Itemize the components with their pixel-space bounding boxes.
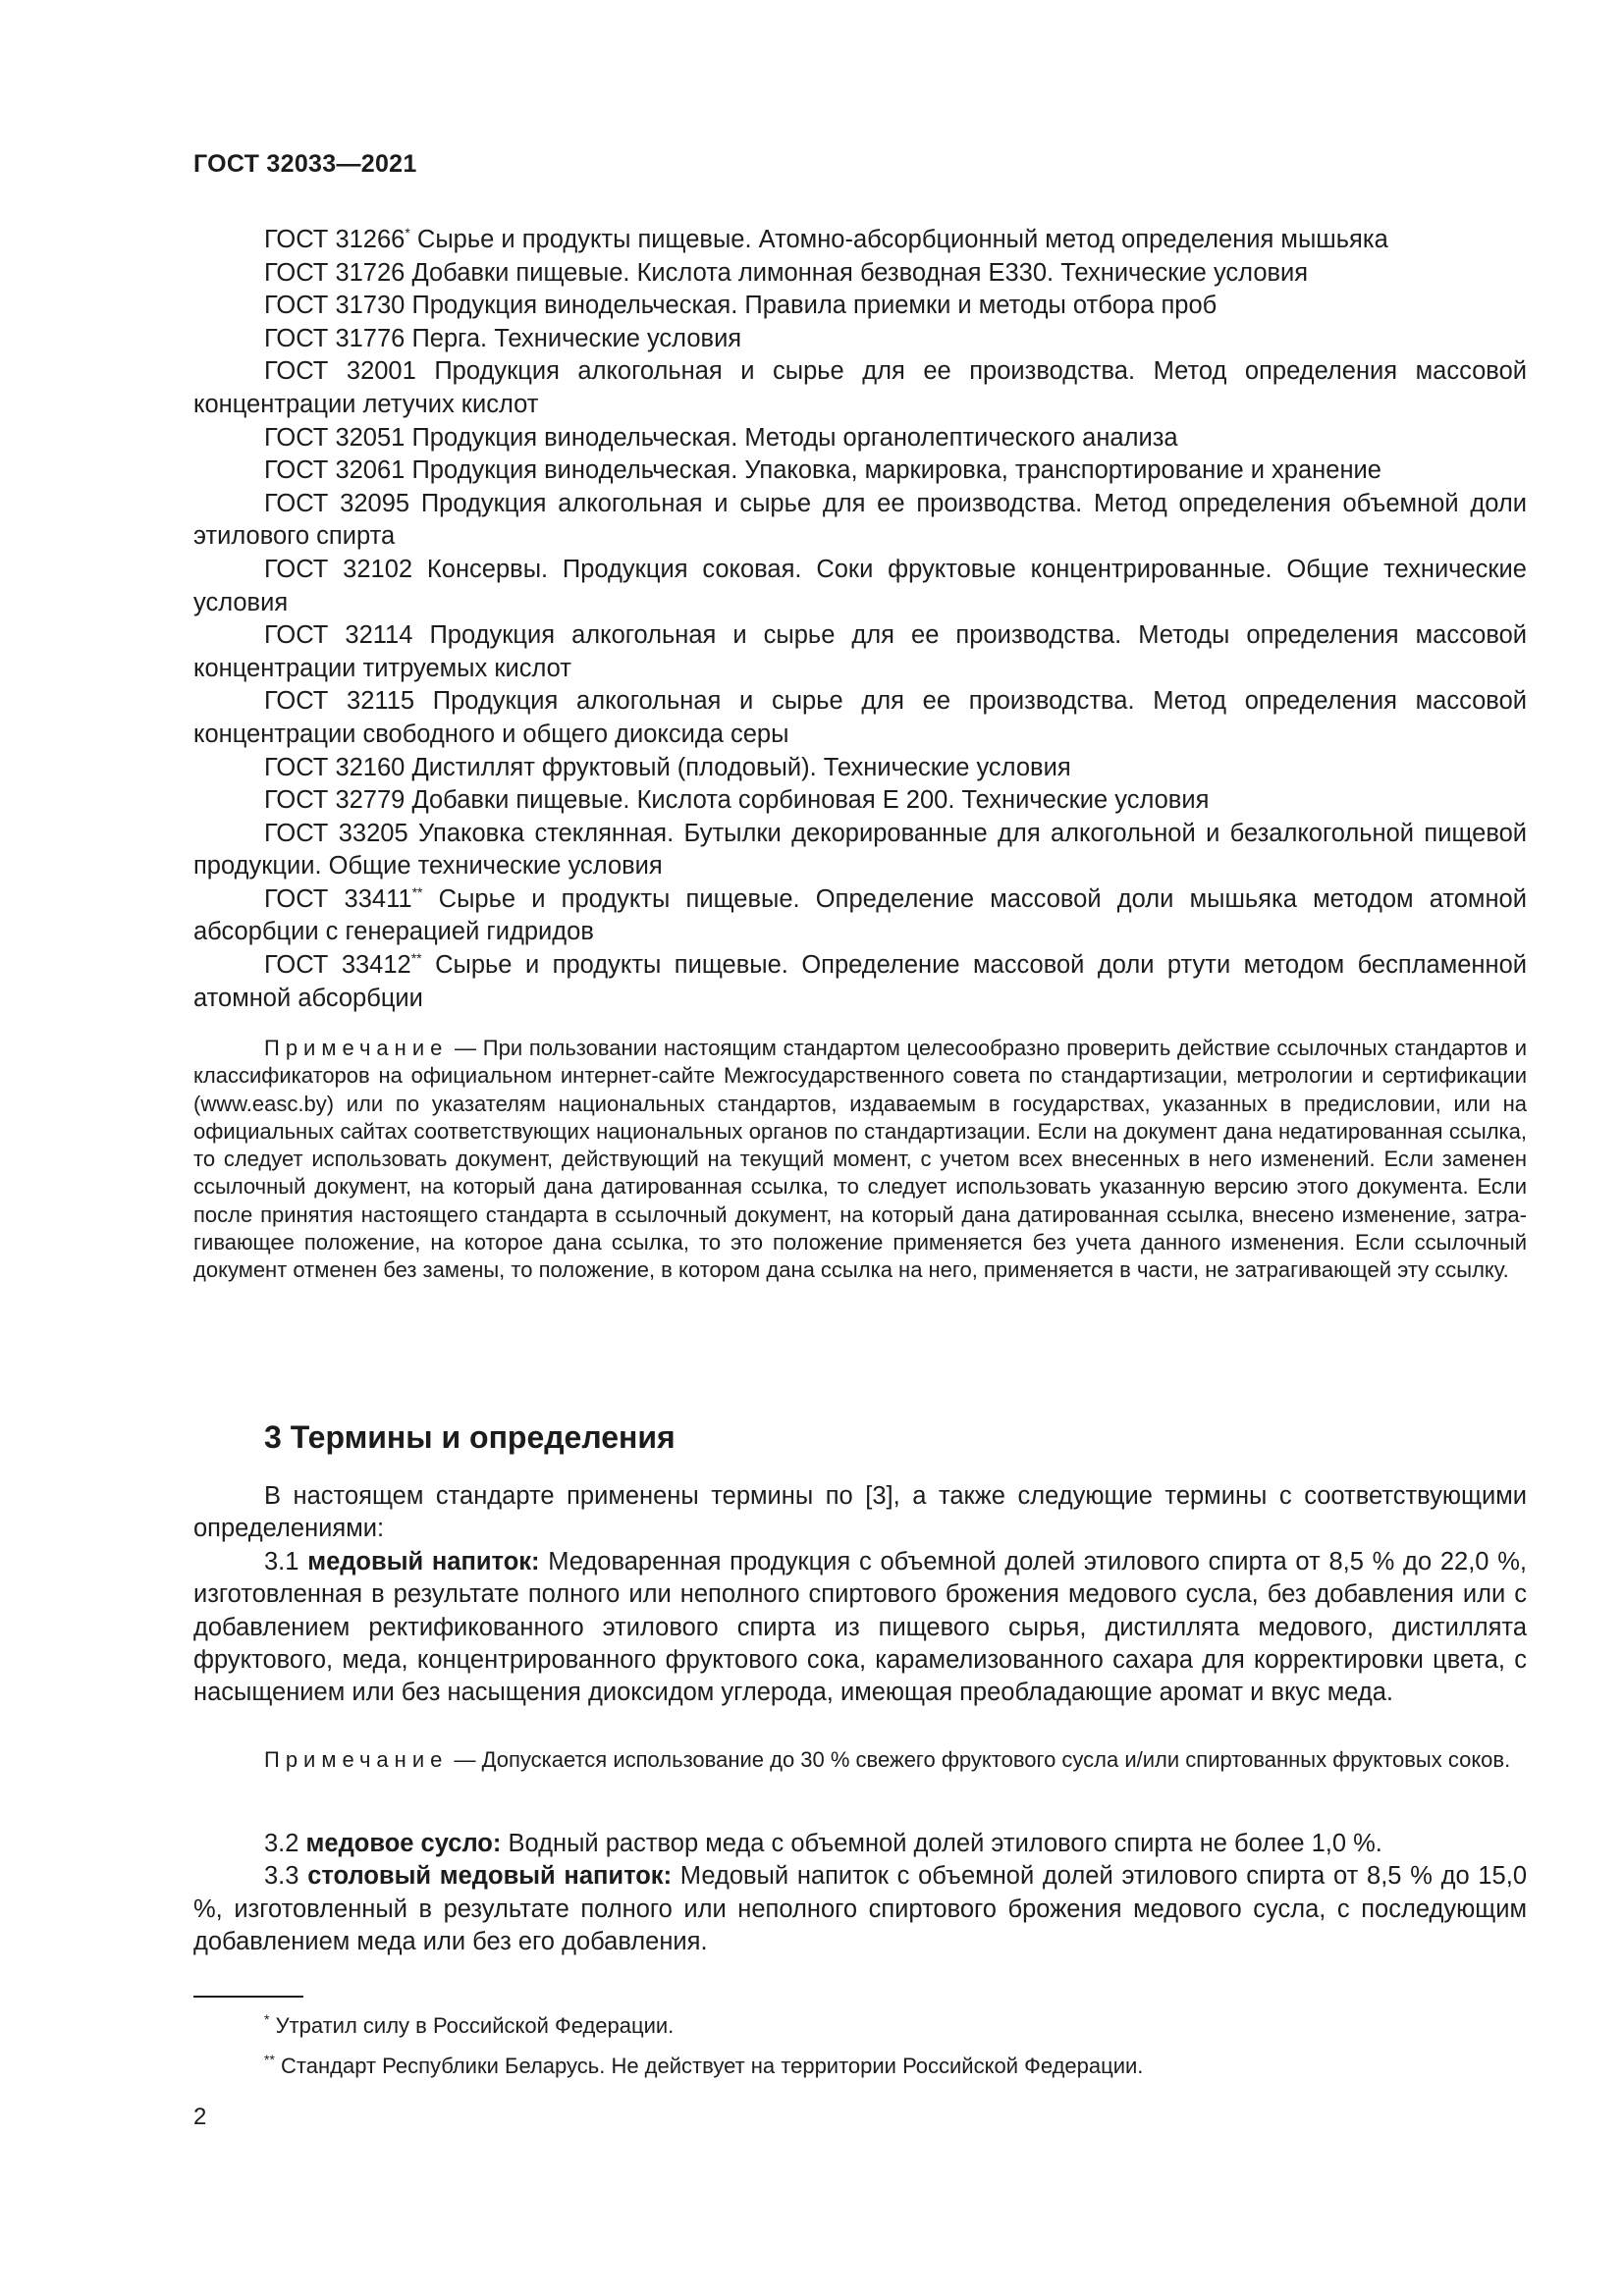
term-3-3: 3.3 столовый медовый напиток: Медовый напиток с объемной долей этилового спирта от 8,5 % до 15,0 %, изготовленный в результате полного или неполного спиртового брожения медового сусла, с последующим добавлением меда или без его добавления. xyxy=(193,1862,1528,1956)
note-text: — При пользовании настоящим стандартом целесообразно проверить действие ссылочных стандартов и классификаторов на официальном интернет-сайте Межгосударственного совета по стандартизации, метрологии и сертификации (www.easc.by) или по указателям национальных стандартов, издаваемым в государствах, указанных в предисловии, или на официальных сайтах соответствующих национальных органов по стандартизации. Если на документ дана недатированная ссылка, то следует использовать документ, действующий на текущий момент, с учетом всех внесенных в него изменений. Если заменен ссылочный документ, на который дана датированная ссылка, то следует использовать указанную версию этого документа. Если после принятия настоящего стандарта в ссылочный документ, на который дана датированная ссылка, внесено изменение, затрагивающее положение, на которое дана ссылка, то это положение применяется без учета данного изменения. Если ссылочный документ отменен без замены, то положение, в котором дана ссылка на него, применяется в части, не затрагивающей эту ссылку. xyxy=(193,1036,1527,1283)
term-3-2: 3.2 медовое сусло: Водный раствор меда с объемной долей этилового спирта не более 1,0 %. xyxy=(264,1830,1382,1857)
reference-item: ГОСТ 33205 Упаковка стеклянная. Бутылки декорированные для алкогольной и безалкогольной пищевой продукции. Общие технические условия xyxy=(193,819,1528,881)
footnote: * Утратил силу в Российской Федерации. xyxy=(264,2011,675,2038)
reference-item: ГОСТ 32160 Дистиллят фруктовый (плодовый). Технические условия xyxy=(264,753,1071,781)
reference-item: ГОСТ 31266* Сырье и продукты пищевые. Атомно-абсорбционный метод определения мышьяка xyxy=(264,225,1388,253)
note-label: Примечание xyxy=(264,1747,449,1772)
terms-block-2 xyxy=(193,1828,1527,1959)
reference-item: ГОСТ 31776 Перга. Технические условия xyxy=(264,324,742,352)
reference-item: ГОСТ 33412** Сырье и продукты пищевые. Определение массовой доли ртути методом беспламенной атомной абсорбции xyxy=(193,950,1528,1012)
page-number: 2 xyxy=(193,2104,207,2130)
reference-item: ГОСТ 32779 Добавки пищевые. Кислота сорбиновая Е 200. Технические условия xyxy=(264,786,1210,815)
document-header: ГОСТ 32033—2021 xyxy=(193,150,417,178)
term-note xyxy=(193,1746,1527,1775)
reference-item: ГОСТ 32114 Продукция алкогольная и сырье для ее производства. Методы определения массовой концентрации титруемых кислот xyxy=(193,621,1528,682)
references-note xyxy=(193,1035,1527,1285)
section-intro: В настоящем стандарте применены термины по [3], а также следующие термины с соответствующими определениями: xyxy=(193,1482,1527,1543)
reference-item: ГОСТ 32095 Продукция алкогольная и сырье для ее производства. Метод определения объемной доли этилового спирта xyxy=(193,489,1527,551)
note-text: — Допускается использование до 30 % свежего фруктового сусла и/или спиртованных фруктовых соков. xyxy=(448,1747,1511,1772)
term-3-1: 3.1 медовый напиток: Медоваренная продукция с объемной долей этилового спирта от 8,5 % до 22,0 %, изготовленная в результате полного или неполного спиртового брожения медового сусла, без добавления или с добавлением ректификованного этилового спирта из пищевого сырья, дистиллята медового, дистиллята фруктового, меда, концентрированного фруктового сока, карамелизованного сахара для корректировки цвета, с насыщением или без насыщения диоксидом углерода, имеющая преобладающие аромат и вкус меда. xyxy=(193,1547,1527,1707)
reference-item: ГОСТ 31726 Добавки пищевые. Кислота лимонная безводная Е330. Технические условия xyxy=(264,258,1309,287)
section-title: 3 Термины и определения xyxy=(264,1419,676,1455)
references-list xyxy=(193,224,1527,1015)
reference-item: ГОСТ 31730 Продукция винодельческая. Правила приемки и методы отбора проб xyxy=(264,292,1218,320)
footnote-divider xyxy=(193,1996,303,1998)
reference-item: ГОСТ 32001 Продукция алкогольная и сырье для ее производства. Метод определения массовой концентрации летучих кислот xyxy=(193,357,1527,418)
reference-item: ГОСТ 32051 Продукция винодельческая. Методы органолептического анализа xyxy=(264,423,1178,452)
note-label: Примечание xyxy=(264,1036,449,1060)
terms-block xyxy=(193,1480,1527,1710)
footnote: ** Стандарт Республики Беларусь. Не действует на территории Российской Федерации. xyxy=(264,2052,1144,2078)
reference-item: ГОСТ 32102 Консервы. Продукция соковая. Соки фруктовые концентрированные. Общие технические условия xyxy=(193,555,1527,616)
reference-item: ГОСТ 32115 Продукция алкогольная и сырье для ее производства. Метод определения массовой концентрации свободного и общего диоксида серы xyxy=(193,687,1527,748)
reference-item: ГОСТ 33411** Сырье и продукты пищевые. Определение массовой доли мышьяка методом атомной абсорбции с генерацией гидридов xyxy=(193,883,1527,946)
reference-item: ГОСТ 32061 Продукция винодельческая. Упаковка, маркировка, транспортирование и хранение xyxy=(264,456,1381,485)
